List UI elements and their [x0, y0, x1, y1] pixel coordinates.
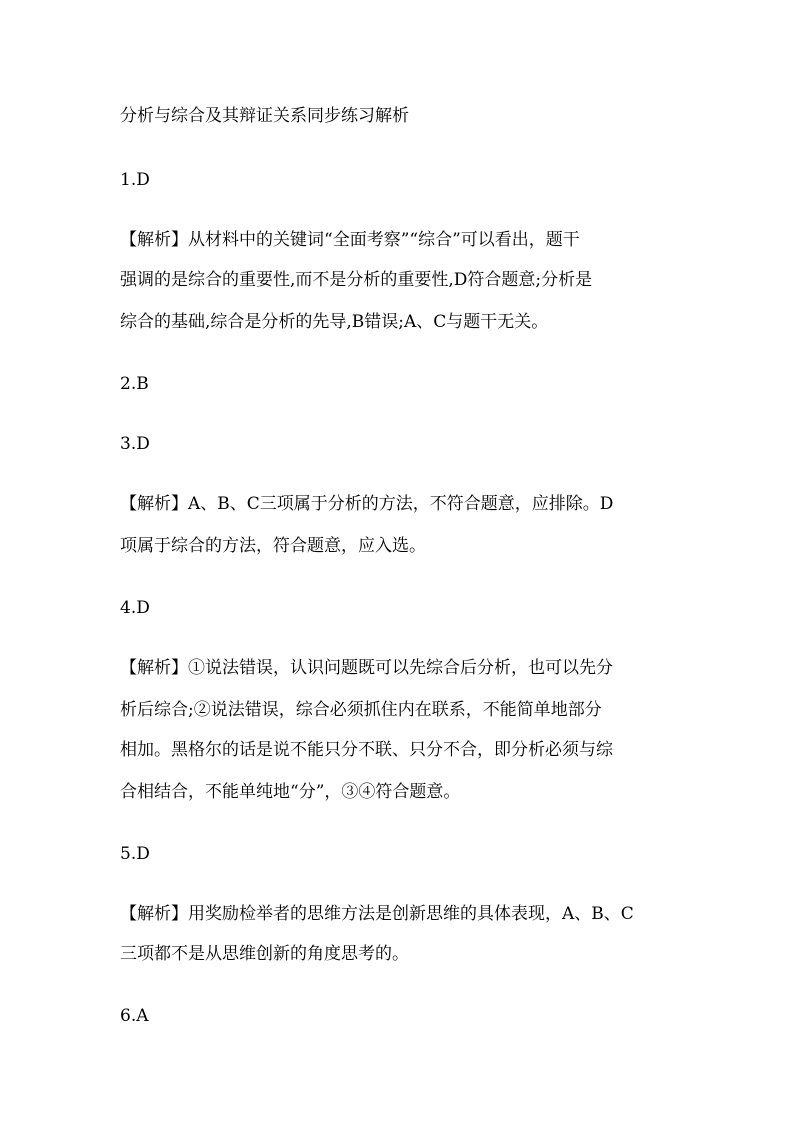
- answer-5: 5.D: [120, 844, 150, 864]
- explanation-5-line-2: 三项都不是从思维创新的角度思考的。: [120, 944, 409, 964]
- explanation-1-line-3: 综合的基础,综合是分析的先导,B错误;A、C与题干无关。: [120, 312, 549, 332]
- answer-1: 1.D: [120, 170, 150, 190]
- explanation-4-line-1: 【解析】①说法错误，认识问题既可以先综合后分析，也可以先分: [120, 658, 613, 678]
- explanation-1-line-2: 强调的是综合的重要性,而不是分析的重要性,D符合题意;分析是: [120, 270, 593, 290]
- explanation-1-line-1: 【解析】从材料中的关键词“全面考察”“综合”可以看出，题干: [120, 230, 580, 250]
- explanation-3-line-2: 项属于综合的方法，符合题意，应入选。: [120, 536, 426, 556]
- explanation-4-line-2: 析后综合;②说法错误，综合必须抓住内在联系，不能简单地部分: [120, 700, 602, 720]
- explanation-3-line-1: 【解析】A、B、C三项属于分析的方法，不符合题意，应排除。D: [120, 494, 614, 514]
- answer-2: 2.B: [120, 374, 149, 394]
- document-title: 分析与综合及其辩证关系同步练习解析: [120, 106, 409, 126]
- answer-3: 3.D: [120, 434, 150, 454]
- answer-6: 6.A: [120, 1006, 149, 1026]
- explanation-5-line-1: 【解析】用奖励检举者的思维方法是创新思维的具体表现，A、B、C: [120, 904, 634, 924]
- answer-4: 4.D: [120, 598, 150, 618]
- explanation-4-line-4: 合相结合，不能单纯地“分”，③④符合题意。: [120, 782, 461, 802]
- explanation-4-line-3: 相加。黑格尔的话是说不能只分不联、只分不合，即分析必须与综: [120, 740, 613, 760]
